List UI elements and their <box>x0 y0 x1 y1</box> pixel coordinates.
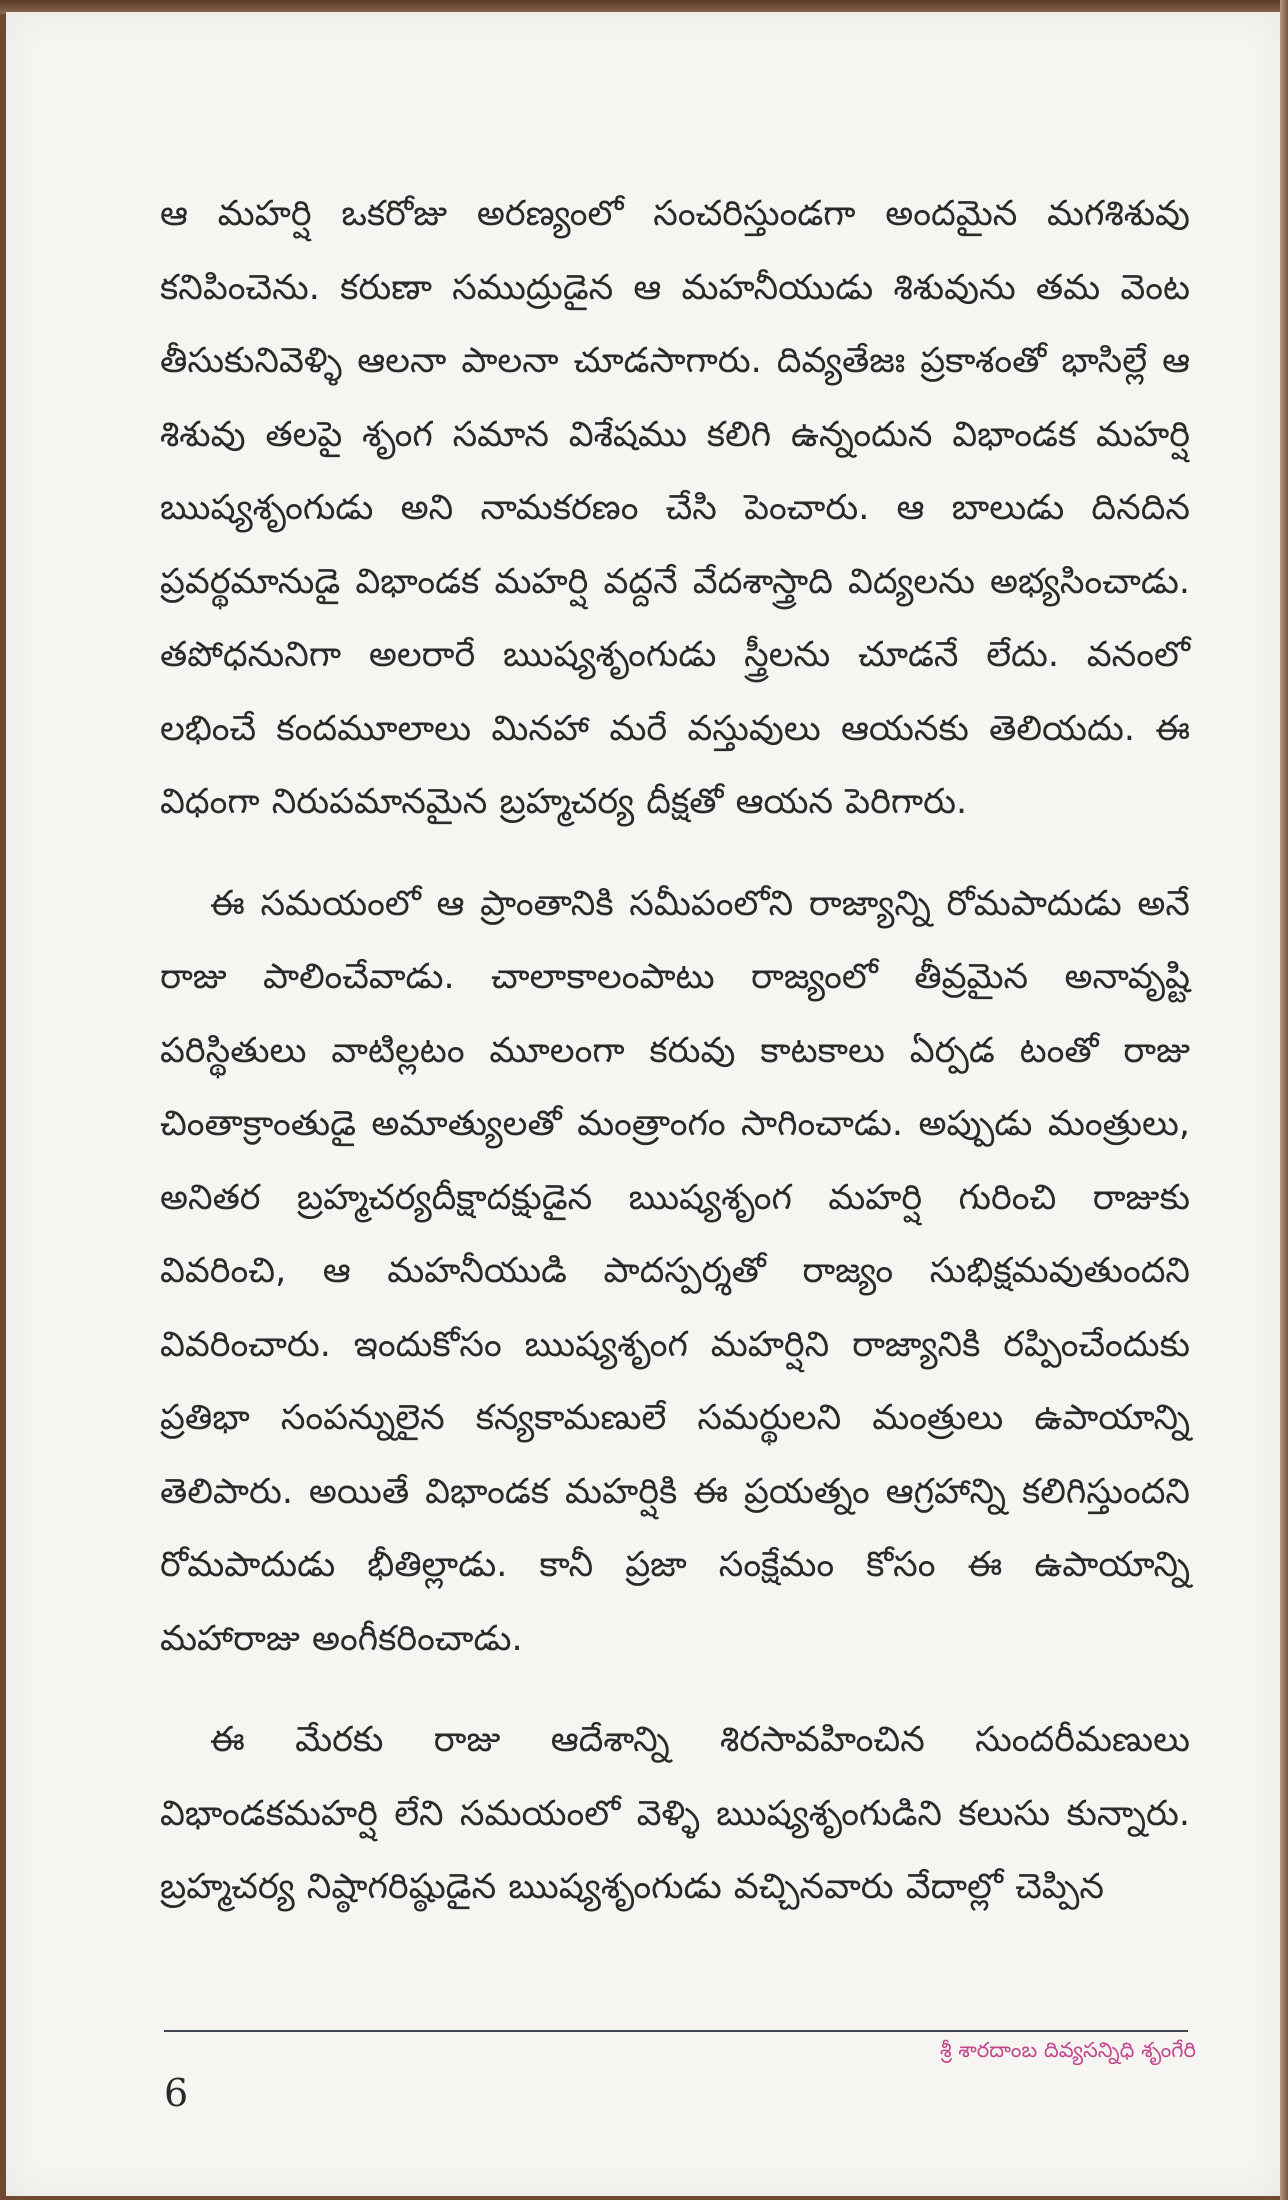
paragraph-2: ఈ సమయంలో ఆ ప్రాంతానికి సమీపంలోని రాజ్యాన్ని రోమపాదుడు అనే రాజు పాలించేవాడు. చాలాకాలంపాటు రాజ్యంలో తీవ్రమైన అనావృష్టి పరిస్థితులు వాటిల్లటం మూలంగా కరువు కాటకాలు ఏర్పడ టంతో రాజు చింతాక్రాంతుడై అమాత్యులతో మంత్రాంగం సాగించాడు. అప్పుడు మంత్రులు, అనితర బ్రహ్మచర్యదీక్షాదక్షుడైన ఋష్యశృంగ మహర్షి గురించి రాజుకు వివరించి, ఆ మహనీయుడి పాదస్పర్శతో రాజ్యం సుభిక్షమవుతుందని వివరించారు. ఇందుకోసం ఋష్యశృంగ మహర్షిని రాజ్యానికి రప్పించేందుకు ప్రతిభా సంపన్నులైన కన్యకామణులే సమర్థులని మంత్రులు ఉపాయాన్ని తెలిపారు. అయితే విభాండక మహర్షికి ఈ ప్రయత్నం ఆగ్రహాన్ని కలిగిస్తుందని రోమపాదుడు భీతిల్లాడు. కానీ ప్రజా సంక్షేమం కోసం ఈ ఉపాయాన్ని మహారాజు అంగీకరించాడు. <box>160 883 1190 1659</box>
running-footer-title: శ్రీ శారదాంబ దివ్యసన్నిధి శృంగేరి <box>939 2038 1196 2062</box>
body-text <box>160 178 1190 1953</box>
book-right-edge <box>1280 0 1288 2200</box>
page-number: 6 <box>164 2071 189 2115</box>
paragraph-1: ఆ మహర్షి ఒకరోజు అరణ్యంలో సంచరిస్తుండగా అందమైన మగశిశువు కనిపించెను. కరుణా సముద్రుడైన ఆ మహనీయుడు శిశువును తమ వెంట తీసుకునివెళ్ళి ఆలనా పాలనా చూడసాగారు. దివ్యతేజః ప్రకాశంతో భాసిల్లే ఆ శిశువు తలపై శృంగ సమాన విశేషము కలిగి ఉన్నందున విభాండక మహర్షి ఋష్యశృంగుడు అని నామకరణం చేసి పెంచారు. ఆ బాలుడు దినదిన ప్రవర్థమానుడై విభాండక మహర్షి వద్దనే వేదశాస్త్రాది విద్యలను అభ్యసించాడు. తపోధనునిగా అలరారే ఋష్యశృంగుడు స్త్రీలను చూడనే లేదు. వనంలో లభించే కందమూలాలు మినహా మరే వస్తువులు ఆయనకు తెలియదు. ఈ విధంగా నిరుపమానమైన బ్రహ్మచర్య దీక్షతో ఆయన పెరిగారు. <box>160 194 1190 822</box>
footer-divider <box>164 2030 1188 2032</box>
paragraph-3: ఈ మేరకు రాజు ఆదేశాన్ని శిరసావహించిన సుందరీమణులు విభాండకమహర్షి లేని సమయంలో వెళ్ళి ఋష్యశృంగుడిని కలుసు కున్నారు. బ్రహ్మచర్య నిష్ఠాగరిష్ఠుడైన ఋష్యశృంగుడు వచ్చినవారు వేదాల్లో చెప్పిన <box>160 1720 1190 1907</box>
